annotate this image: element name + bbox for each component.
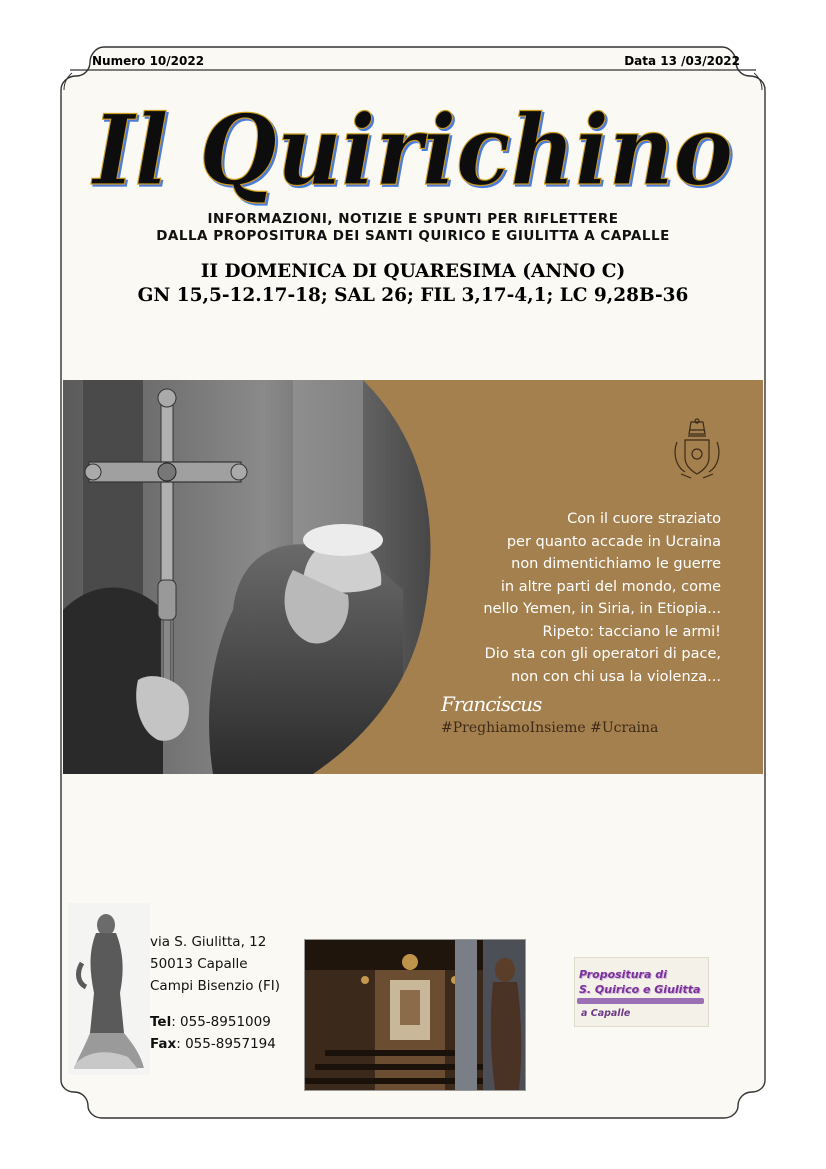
fax-label: Fax [150,1036,177,1052]
parish-logo [574,957,709,1027]
parish-address-block [68,903,288,1075]
quote-line: non dimentichiamo le guerre [511,556,721,572]
masthead-subtitle-2: DALLA PROPOSITURA DEI SANTI QUIRICO E GIULITTA A CAPALLE [156,228,670,244]
parish-address [150,931,280,1055]
phone-value: : 055-8951009 [171,1014,271,1030]
banner-hashtags: #PreghiamoInsieme #Ucraina [441,720,659,736]
fax-value: : 055-8957194 [176,1036,276,1052]
papal-coat-of-arms-icon [671,418,723,480]
fax-number [150,1033,280,1055]
issue-date: Data 13 /03/2022 [624,54,740,68]
quote-line: non con chi usa la violenza... [510,668,721,685]
liturgy-readings: GN 15,5-12.17-18; SAL 26; FIL 3,17-4,1; LC 9,28B-36 [137,285,689,306]
quote-line: Ripeto: tacciano le armi! [542,623,721,640]
quote-line: Dio sta con gli operatori di pace, [484,646,721,662]
address-city: 50013 Capalle [150,956,248,972]
pope-quote [391,508,721,688]
church-interior-photo [304,939,526,1091]
quote-line: nello Yemen, in Siria, in Etiopia... [483,601,721,617]
logo-line-1: Propositura di [579,968,667,981]
quote-line: in altre parti del mondo, come [500,578,721,595]
saint-statue-image [68,903,150,1075]
logo-line-3: a Capalle [581,1008,631,1019]
address-municipality: Campi Bisenzio (FI) [150,978,281,994]
quote-line: Con il cuore straziato [567,511,721,527]
masthead-title [88,92,738,210]
quote-line: per quanto accade in Ucraina [506,533,721,550]
masthead-subtitle-1: INFORMAZIONI, NOTIZIE E SPUNTI PER RIFLETTERE [207,211,619,227]
masthead-title-text: Il Quirichino [90,94,734,207]
logo-line-2: S. Quirico e Giulitta [579,983,701,996]
phone-number [150,1011,280,1033]
pope-signature: Franciscus [441,692,542,716]
liturgy-sunday: II DOMENICA DI QUARESIMA (ANNO C) [200,261,626,282]
logo-underline [577,998,704,1004]
address-street: via S. Giulitta, 12 [150,934,267,950]
phone-label: Tel [150,1014,172,1030]
pope-quote-banner [63,380,763,774]
issue-number: Numero 10/2022 [92,54,205,68]
